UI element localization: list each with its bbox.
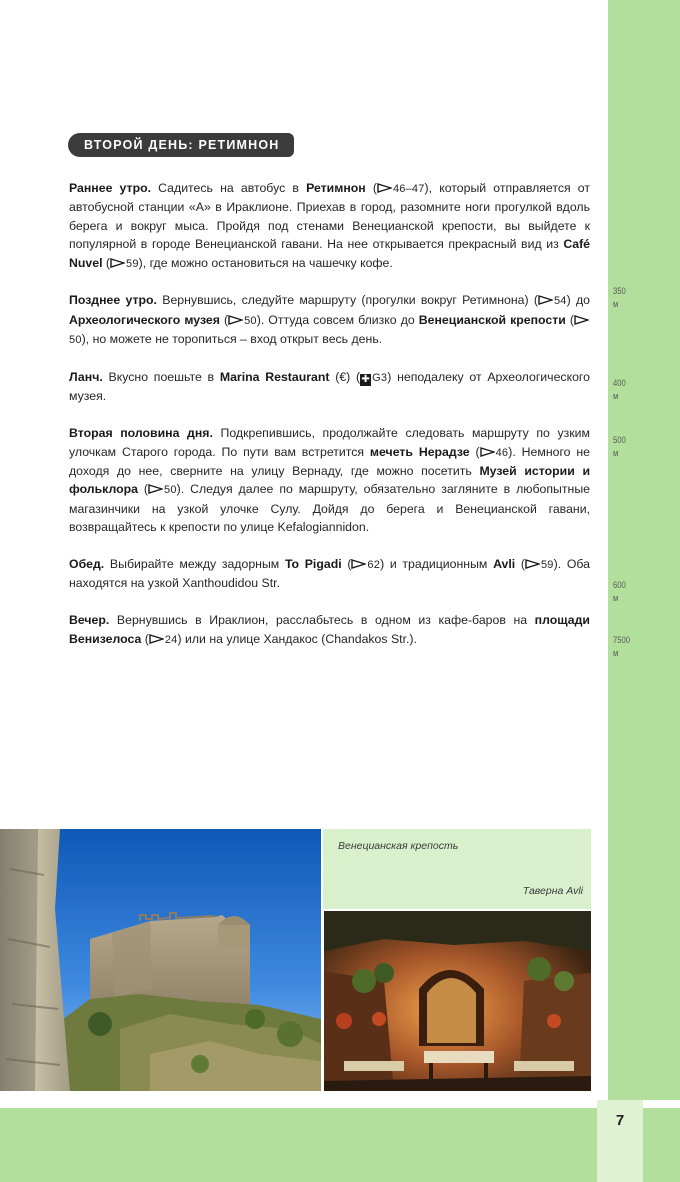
page-reference[interactable] [110, 258, 139, 270]
text: . Оба находятся на узкой Xanthoudidou Str. [69, 557, 590, 591]
distance-value: 350 [613, 286, 626, 296]
page-ref-number: 24 [164, 633, 178, 646]
page-reference[interactable] [525, 559, 554, 571]
page-ref-icon [538, 295, 553, 305]
place-name: площади Венизелоса [69, 613, 590, 646]
map-reference[interactable] [360, 372, 387, 384]
distance-unit: м [613, 299, 619, 309]
page-reference[interactable] [148, 484, 177, 496]
distance-marker [613, 377, 626, 403]
page-ref-icon [149, 634, 164, 644]
text: ) неподалеку от Археологического музея. [69, 370, 590, 404]
tavern-photo [324, 911, 591, 1091]
fortress-illustration [0, 829, 321, 1091]
label-afternoon: Вторая половина дня. [69, 426, 213, 441]
distance-unit: м [613, 391, 619, 401]
text: , который отправляется от автобусной станции «А» в Ираклионе. Приехав в город, разомните ноги прогулкой вдоль берега и вокруг мыса. Пройдя под стенами Венецианской крепости, вы выйдете к популярной в городе Венецианской гавани. На нее открывается прекрасный вид из [69, 181, 591, 252]
caption-tavern: Таверна Avli [522, 885, 583, 897]
page-ref-icon [574, 315, 589, 325]
text: Вернувшись в Ираклион, расслабьтесь в одном из кафе-баров на [109, 613, 535, 628]
distance-value: 600 [613, 580, 626, 590]
paragraph-early-morning: Раннее утро. Садитесь на автобус в Ретимнон ( 46–47), который отправляется от автобусной станции «А» в Ираклионе. Приехав в город, разомните ноги прогулкой вдоль берега и вокруг мыса. Пройдя под стенами Венецианской крепости, вы выйдете к популярной в городе Венецианской гавани. На нее открывается прекрасный вид из Café Nuvel ( 59), где можно остановиться на чашечку кофе. [69, 181, 591, 270]
page-ref-number: 46 [495, 446, 509, 459]
text: Вкусно поешьте в [102, 370, 220, 385]
label-lunch: Ланч. [69, 370, 103, 385]
page-ref-number: 50 [244, 314, 257, 327]
distance-unit: м [613, 593, 619, 603]
distance-marker [613, 634, 630, 660]
text: ) до [566, 293, 590, 308]
text: , но можете не торопиться – вход открыт весь день. [85, 332, 383, 347]
paragraph-evening: Вечер. Вернувшись в Ираклион, расслабьтесь в одном из кафе-баров на площади Венизелоса ( 24) или на улице Хандакос (Chandakos Str.). [69, 613, 590, 646]
itinerary-text [69, 179, 590, 667]
text: Садитесь на автобус в [151, 181, 307, 195]
page-reference[interactable] [351, 559, 380, 571]
page-ref-icon [525, 559, 540, 569]
page-ref-icon [110, 258, 125, 268]
page-reference[interactable] [149, 634, 178, 646]
page-number: 7 [615, 1112, 625, 1129]
place-name: Археологического музея [69, 312, 220, 327]
caption-fortress: Венецианская крепость [338, 840, 459, 852]
text: Вернувшись, следуйте маршруту (прогулки вокруг Ретимнона) ( [156, 293, 538, 308]
label-early-morning: Раннее утро. [69, 181, 152, 195]
text: и традиционным [384, 557, 494, 572]
distance-value: 7500 [613, 635, 631, 645]
page-ref-icon [480, 447, 495, 457]
page-ref-number: 59 [126, 257, 139, 270]
page-reference[interactable] [377, 183, 425, 195]
text: или на улице Хандакос (Chandakos Str.). [181, 631, 417, 646]
text: . Оттуда совсем близко до [260, 312, 419, 327]
caption-box [323, 829, 591, 909]
map-ref-code: G3 [372, 372, 388, 385]
side-color-band [608, 0, 680, 1100]
place-name: Ретимнон [306, 181, 366, 195]
page-reference[interactable] [228, 315, 257, 327]
page-ref-number: 46–47 [392, 183, 425, 195]
page-ref-number: 50 [164, 484, 177, 497]
paragraph-lunch [69, 368, 590, 406]
distance-value: 500 [613, 435, 626, 445]
page-ref-number: 59 [540, 559, 554, 572]
day-header: ВТОРОЙ ДЕНЬ: РЕТИМНОН [68, 133, 294, 157]
text: Подкрепившись, продолжайте следовать маршруту по узким улочкам Старого города. По пути вам встретится [69, 426, 590, 459]
text: , где можно остановиться на чашечку кофе. [142, 255, 393, 270]
paragraph-afternoon: Вторая половина дня. Подкрепившись, продолжайте следовать маршруту по узким улочкам Старого города. По пути вам встретится мечеть Нерадзе ( 46). Немного не доходя до нее, сверните на улицу Вернаду, где можно посетить Музей истории и фольклора ( 50). Следуя далее по маршруту, обязательно загляните в любопытные магазинчики на узкой улочке Сулу. Дойдя до берега и Венецианской гавани, возвращайтесь к крепости по улице Kefalogiannidon. [69, 426, 591, 535]
place-name: мечеть Нерадзе [369, 444, 470, 459]
place-name: Венецианской крепости [418, 312, 566, 327]
page-number-box [597, 1100, 643, 1182]
page-ref-icon [377, 183, 392, 193]
page-reference[interactable] [480, 447, 509, 459]
fortress-photo [0, 829, 321, 1091]
page-ref-number: 50 [69, 334, 82, 347]
paragraph-dinner: Обед. Выбирайте между задорным To Pigadi ( 62) и традиционным Avli ( 59). Оба находятся на узкой Xanthoudidou Str. [69, 557, 590, 591]
text: . Немного не доходя до нее, сверните на улицу Вернаду, где можно посетить [69, 444, 590, 479]
page-ref-number: 62 [367, 559, 381, 572]
place-name: Avli [493, 557, 516, 572]
distance-marker [613, 434, 626, 460]
text: (€) ( [329, 370, 361, 385]
page-ref-icon [351, 559, 366, 569]
distance-unit: м [613, 648, 619, 658]
place-name: To Pigadi [284, 557, 342, 572]
paragraph-late-morning: Позднее утро. Вернувшись, следуйте маршруту (прогулки вокруг Ретимнона) ( 54) до Археологического музея ( 50). Оттуда совсем близко до Венецианской крепости (50), но можете не торопиться – вход открыт весь день. [69, 293, 590, 347]
tavern-illustration [324, 911, 591, 1091]
label-evening: Вечер. [69, 613, 110, 628]
label-dinner: Обед. [69, 557, 105, 572]
page-ref-number: 54 [553, 295, 567, 308]
text: Выбирайте между задорным [104, 557, 285, 572]
place-name: Marina Restaurant [219, 370, 330, 385]
label-late-morning: Позднее утро. [69, 293, 157, 308]
distance-unit: м [613, 448, 619, 458]
place-name: Музей истории и фольклора [69, 464, 591, 497]
text: . Следуя далее по маршруту, обязательно загляните в любопытные магазинчики на узкой улочке Сулу. Дойдя до берега и Венецианской гавани, возвращайтесь к крепости по улице Kefalogiannidon. [69, 482, 590, 535]
map-grid-icon: ✚ [361, 374, 370, 386]
bottom-color-band [0, 1108, 680, 1182]
distance-value: 400 [613, 378, 626, 388]
page-ref-icon [228, 315, 243, 325]
place-name: Café Nuvel [69, 237, 590, 270]
distance-marker [613, 285, 626, 311]
distance-marker [613, 579, 626, 605]
page-ref-icon [148, 484, 163, 494]
page-reference[interactable] [538, 295, 567, 307]
